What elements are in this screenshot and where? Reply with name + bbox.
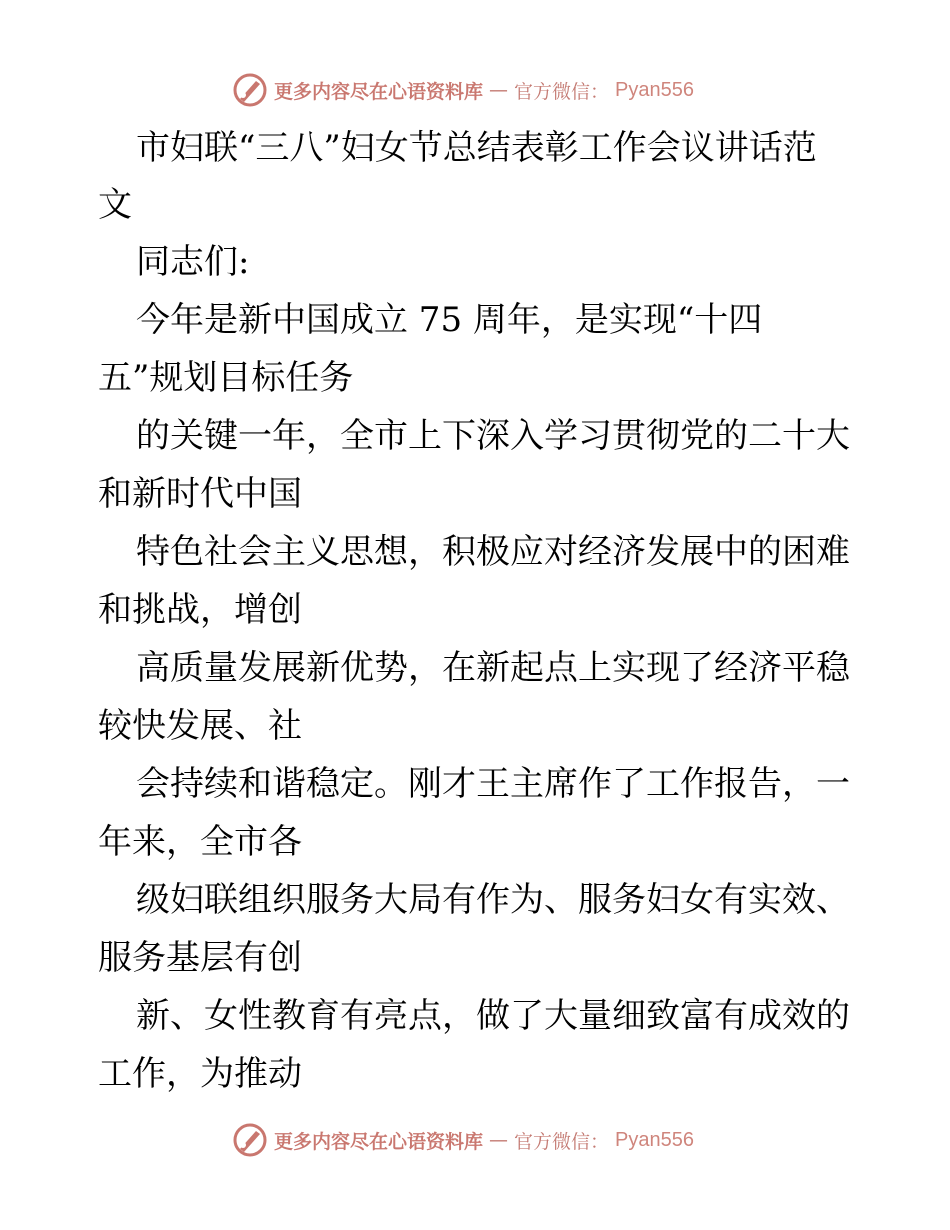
title-line-1: 市妇联“三八”妇女节总结表彰工作会议讲话范 (136, 128, 817, 168)
title-line-2: 文 (98, 185, 132, 225)
paragraph-line: 高质量发展新优势，在新起点上实现了经济平稳 (136, 648, 850, 688)
paragraph-line: 级妇联组织服务大局有作为、服务妇女有实效、 (136, 880, 850, 920)
paragraph-line: 和新时代中国 (98, 474, 302, 514)
watermark-wechat-label: 官方微信： (514, 1130, 610, 1153)
paragraph-line: 今年是新中国成立 75 周年，是实现“十四 (136, 300, 763, 340)
watermark-separator: — (489, 1129, 509, 1151)
paragraph-line: 年来，全市各 (98, 822, 302, 862)
paragraph-line: 新、女性教育有亮点，做了大量细致富有成效的 (136, 996, 850, 1036)
paragraph-line: 特色社会主义思想，积极应对经济发展中的困难 (136, 532, 850, 572)
paragraph-line: 工作，为推动 (98, 1054, 302, 1094)
paragraph-line: 较快发展、社 (98, 706, 302, 746)
watermark-wechat-label: 官方微信： (514, 80, 610, 103)
paragraph-line: 五”规划目标任务 (98, 358, 354, 398)
watermark-main-text: 更多内容尽在心语资料库 (274, 80, 484, 103)
watermark-wechat-id: Pyan556 (615, 1128, 694, 1151)
paragraph-line: 的关键一年，全市上下深入学习贯彻党的二十大 (136, 416, 850, 456)
watermark-main-text: 更多内容尽在心语资料库 (274, 1130, 484, 1153)
pen-circle-logo-icon (232, 1122, 268, 1158)
watermark-wechat-id: Pyan556 (615, 78, 694, 101)
watermark-separator: — (489, 79, 509, 101)
paragraph-line: 和挑战，增创 (98, 590, 302, 630)
paragraph-line: 会持续和谐稳定。刚才王主席作了工作报告，一 (136, 764, 850, 804)
paragraph-line: 服务基层有创 (98, 938, 302, 978)
salutation: 同志们: (136, 242, 250, 282)
footer-watermark (232, 1120, 732, 1160)
